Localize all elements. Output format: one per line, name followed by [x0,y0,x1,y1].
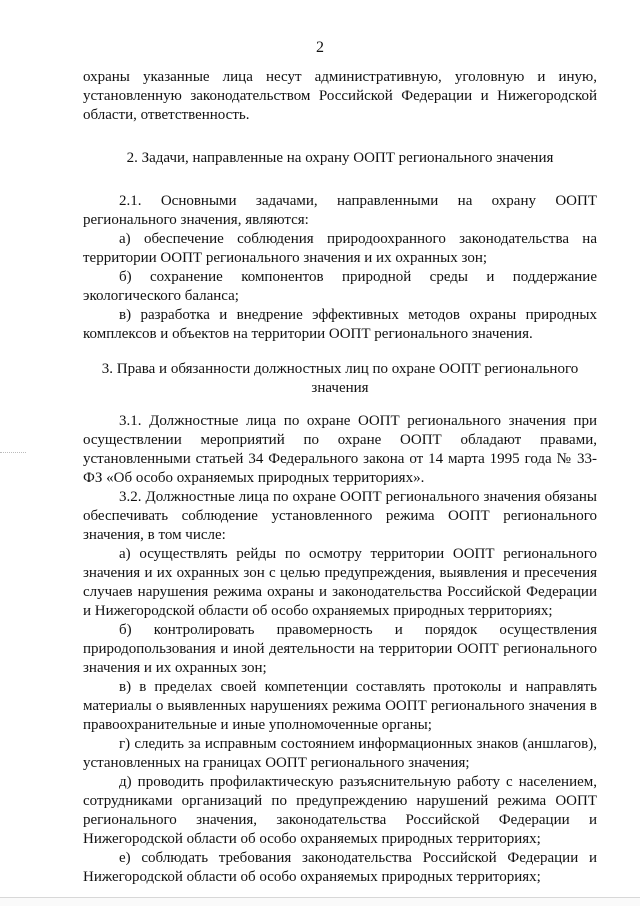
paragraph-3-2: 3.2. Должностные лица по охране ООПТ регионального значения обязаны обеспечивать соблюдение установленного режима ООПТ регионального значения, в том числе: [83,489,597,543]
paragraph-3-1: 3.1. Должностные лица по охране ООПТ регионального значения при осуществлении мероприятий по охране ООПТ обладают правами, установленными статьей 34 Федерального закона от 14 марта 1995 года № 33-ФЗ «Об особо охраняемых природных территориях». [83,413,597,486]
list-item-3-2-g: г) следить за исправным состоянием информационных знаков (аншлагов), установленных на границах ООПТ регионального значения; [83,736,597,771]
paragraph-2-1: 2.1. Основными задачами, направленными на охрану ООПТ регионального значения, являются: [83,193,597,228]
scan-edge-mark [0,452,26,454]
list-item-2-1-b: б) сохранение компонентов природной среды и поддержание экологического баланса; [83,269,597,304]
document-body [83,68,597,887]
list-item-3-2-v: в) в пределах своей компетенции составлять протоколы и направлять материалы о выявленных нарушениях режима ООПТ регионального значения в правоохранительные и иные уполномоченные органы; [83,679,597,733]
section-2-heading: 2. Задачи, направленные на охрану ООПТ регионального значения [126,150,554,166]
paragraph-continuation: охраны указанные лица несут административную, уголовную и иную, установленную законодательством Российской Федерации и Нижегородской области, ответственность. [83,69,597,123]
list-item-2-1-a: а) обеспечение соблюдения природоохранного законодательства на территории ООПТ регионального значения и их охранных зон; [83,231,597,266]
section-3-heading: 3. Права и обязанности должностных лиц по охране ООПТ регионального значения [101,361,579,396]
list-item-3-2-b: б) контролировать правомерность и порядок осуществления природопользования и иной деятельности на территории ООПТ регионального значения и их охранных зон; [83,622,597,676]
list-item-2-1-v: в) разработка и внедрение эффективных методов охраны природных комплексов и объектов на территории ООПТ регионального значения. [83,307,597,342]
list-item-3-2-a: а) осуществлять рейды по осмотру территории ООПТ регионального значения и их охранных зон с целью предупреждения, выявления и пресечения случаев нарушения режима охраны и законодательства Российской Федерации и Нижегородской области об особо охраняемых природных территориях; [83,546,597,619]
list-item-3-2-d: д) проводить профилактическую разъяснительную работу с населением, сотрудниками организаций по предупреждению нарушений режима ООПТ регионального значения, законодательства Российской Федерации и Нижегородской области об особо охраняемых природных территориях; [83,774,597,847]
list-item-3-2-e: е) соблюдать требования законодательства Российской Федерации и Нижегородской области об особо охраняемых природных территориях; [83,850,597,885]
page-number: 2 [316,39,324,56]
